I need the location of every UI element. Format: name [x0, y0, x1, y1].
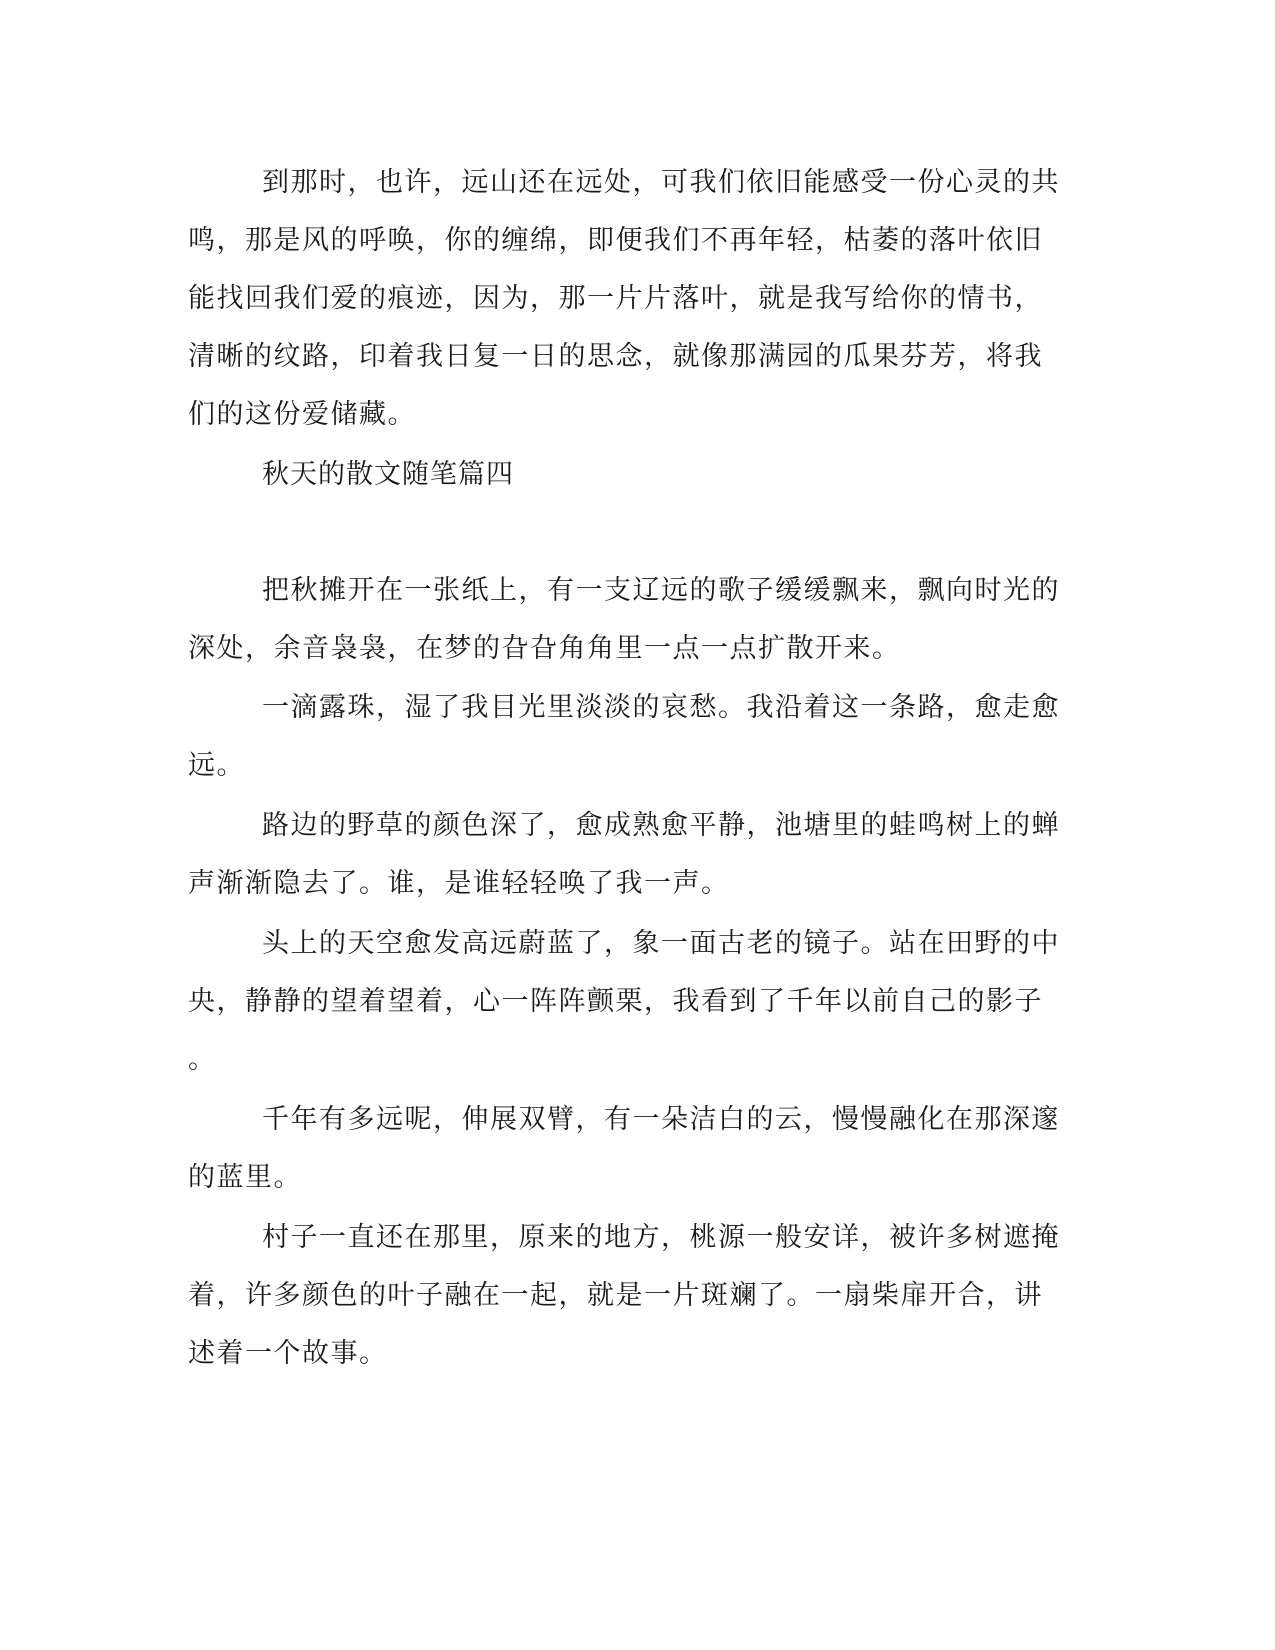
text-line: 深处，余音袅袅，在梦的旮旮角角里一点一点扩散开来。 [188, 633, 901, 664]
text-line: 一滴露珠，湿了我目光里淡淡的哀愁。我沿着这一条路，愈走愈 [262, 692, 1060, 723]
text-line: 述着一个故事。 [188, 1338, 388, 1369]
text-line: 们的这份爱储藏。 [188, 399, 416, 430]
text-line: 能找回我们爱的痕迹，因为，那一片片落叶，就是我写给你的情书， [188, 283, 1043, 314]
text-line: 路边的野草的颜色深了，愈成熟愈平静，池塘里的蛙鸣树上的蝉 [262, 810, 1060, 841]
text-line: 千年有多远呢，伸展双臂，有一朵洁白的云，慢慢融化在那深邃 [262, 1104, 1060, 1135]
text-line: 央，静静的望着望着，心一阵阵颤栗，我看到了千年以前自己的影子 [188, 986, 1043, 1017]
text-line: 声渐渐隐去了。谁，是谁轻轻唤了我一声。 [188, 868, 730, 899]
text-line: 村子一直还在那里，原来的地方，桃源一般安详，被许多树遮掩 [262, 1222, 1060, 1253]
text-line: 的蓝里。 [188, 1162, 302, 1193]
text-line: 头上的天空愈发高远蔚蓝了，象一面古老的镜子。站在田野的中 [262, 928, 1060, 959]
text-line: 鸣，那是风的呼唤，你的缠绵，即便我们不再年轻，枯萎的落叶依旧 [188, 225, 1043, 256]
text-line: 清晰的纹路，印着我日复一日的思念，就像那满园的瓜果芬芳，将我 [188, 341, 1043, 372]
section-heading: 秋天的散文随笔篇四 [262, 459, 514, 490]
text-line: 。 [188, 1044, 217, 1075]
text-line: 着，许多颜色的叶子融在一起，就是一片斑斓了。一扇柴扉开合，讲 [188, 1280, 1043, 1311]
text-line: 到那时，也许，远山还在远处，可我们依旧能感受一份心灵的共 [262, 167, 1060, 198]
text-line: 把秋摊开在一张纸上，有一支辽远的歌子缓缓飘来，飘向时光的 [262, 575, 1060, 606]
text-line: 远。 [188, 750, 245, 781]
